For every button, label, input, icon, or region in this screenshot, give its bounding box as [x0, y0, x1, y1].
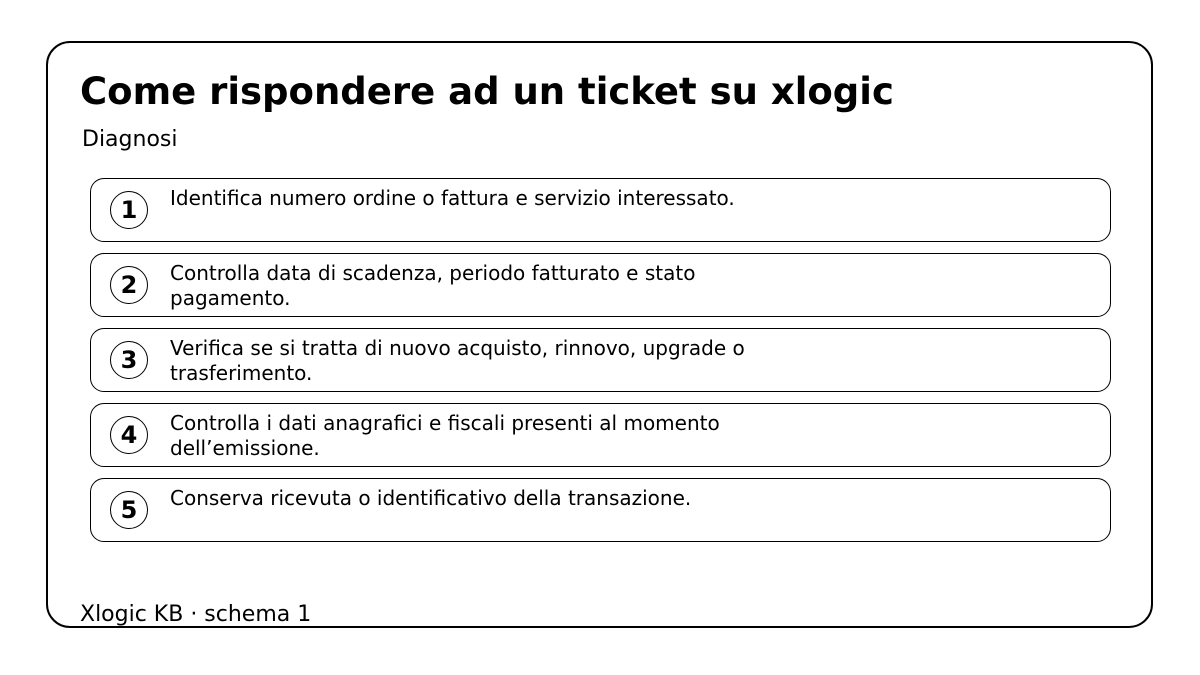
section-subtitle: Diagnosi — [82, 127, 178, 152]
step-number-badge: 4 — [110, 416, 148, 454]
step-text: Verifica se si tratta di nuovo acquisto, rinnovo, upgrade o trasferimento. — [170, 336, 745, 385]
step-text: Controlla i dati anagrafici e fiscali presenti al momento dell’emissione. — [170, 411, 720, 460]
step-text: Conserva ricevuta o identificativo della transazione. — [170, 486, 692, 510]
steps-list — [90, 178, 1111, 553]
step-box-4 — [90, 403, 1111, 467]
page-title: Come rispondere ad un ticket su xlogic — [80, 70, 894, 113]
footer-caption: Xlogic KB · schema 1 — [80, 602, 312, 627]
step-number-badge: 5 — [110, 491, 148, 529]
step-box-3 — [90, 328, 1111, 392]
step-number-badge: 2 — [110, 266, 148, 304]
step-box-2 — [90, 253, 1111, 317]
step-box-5 — [90, 478, 1111, 542]
step-number-badge: 3 — [110, 341, 148, 379]
step-number-badge: 1 — [110, 191, 148, 229]
step-text: Controlla data di scadenza, periodo fatturato e stato pagamento. — [170, 261, 696, 310]
step-box-1 — [90, 178, 1111, 242]
step-text: Identifica numero ordine o fattura e servizio interessato. — [170, 186, 735, 210]
